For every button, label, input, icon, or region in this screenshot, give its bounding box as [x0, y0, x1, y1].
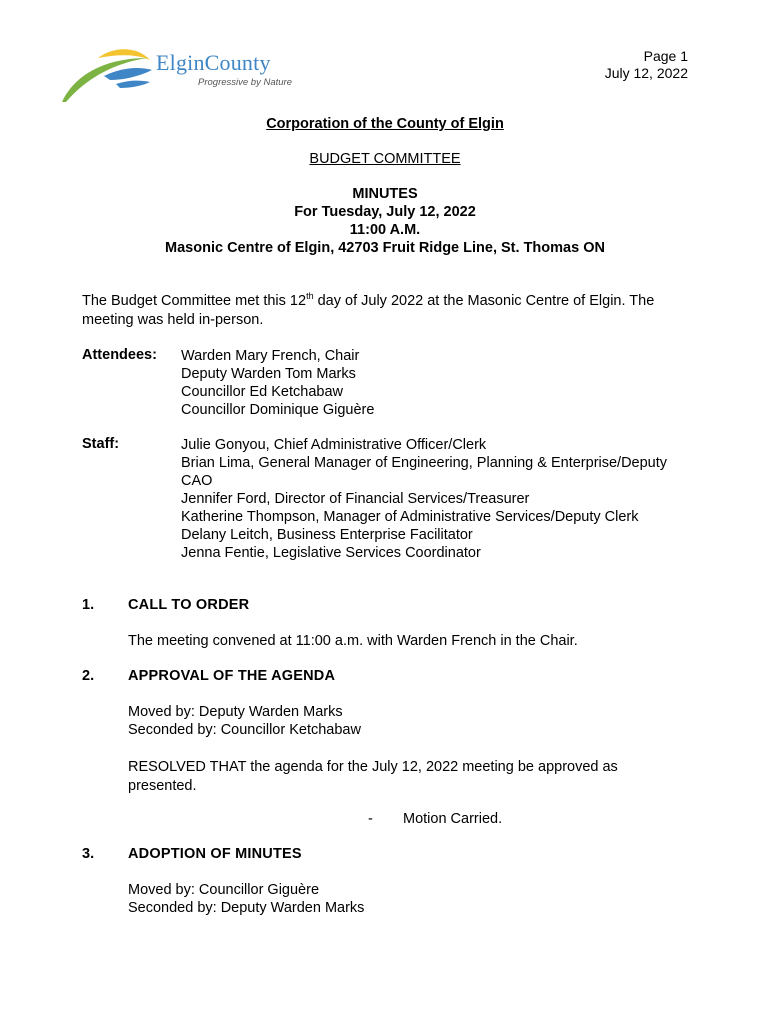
header-date: July 12, 2022 — [604, 65, 688, 81]
staff-item: Brian Lima, General Manager of Engineering, Planning & Enterprise/Deputy — [181, 455, 668, 471]
attendee-item: Warden Mary French, Chair — [181, 348, 360, 364]
intro-after: day of July 2022 at the Masonic Centre of Elgin. The meeting was held in-person. — [82, 293, 655, 328]
minutes-title: MINUTES — [352, 186, 418, 202]
section-number: 2. — [82, 668, 95, 684]
committee-title: BUDGET COMMITTEE — [309, 151, 461, 167]
motion-dash: - — [368, 811, 373, 827]
staff-item: Delany Leitch, Business Enterprise Facilitator — [181, 527, 473, 543]
section-number: 3. — [82, 846, 95, 862]
staff-list — [181, 436, 701, 562]
section-text: The meeting convened at 11:00 a.m. with Warden French in the Chair. — [128, 633, 578, 649]
staff-item: CAO — [181, 473, 213, 489]
motion-carried: Motion Carried. — [403, 811, 503, 827]
intro-paragraph — [82, 292, 692, 329]
corporation-title: Corporation of the County of Elgin — [266, 116, 504, 132]
staff-label: Staff: — [82, 436, 120, 452]
elgin-county-logo — [58, 46, 292, 106]
staff-item: Jennifer Ford, Director of Financial Services/Treasurer — [181, 491, 530, 507]
attendee-item: Deputy Warden Tom Marks — [181, 366, 356, 382]
logo-tagline: Progressive by Nature — [198, 77, 292, 88]
page-header-right — [605, 48, 688, 82]
meeting-date: For Tuesday, July 12, 2022 — [294, 204, 476, 220]
page-number: Page 1 — [643, 48, 688, 64]
section-heading: ADOPTION OF MINUTES — [128, 846, 302, 862]
logo-name: ElginCounty — [156, 50, 271, 75]
attendee-item: Councillor Dominique Giguère — [181, 402, 375, 418]
meeting-location: Masonic Centre of Elgin, 42703 Fruit Ridge Line, St. Thomas ON — [165, 240, 605, 256]
staff-item: Katherine Thompson, Manager of Administrative Services/Deputy Clerk — [181, 509, 639, 525]
seconded-by: Seconded by: Deputy Warden Marks — [128, 900, 365, 916]
section-number: 1. — [82, 597, 95, 613]
intro-sup: th — [306, 291, 314, 302]
staff-item: Julie Gonyou, Chief Administrative Officer/Clerk — [181, 437, 487, 453]
meeting-time: 11:00 A.M. — [349, 222, 421, 238]
intro-before: The Budget Committee met this 12 — [82, 293, 307, 309]
moved-by: Moved by: Deputy Warden Marks — [128, 704, 343, 720]
attendee-item: Councillor Ed Ketchabaw — [181, 384, 344, 400]
seconded-by: Seconded by: Councillor Ketchabaw — [128, 722, 361, 738]
moved-by: Moved by: Councillor Giguère — [128, 882, 320, 898]
attendees-list — [181, 347, 701, 419]
staff-item: Jenna Fentie, Legislative Services Coordinator — [181, 545, 481, 561]
attendees-label: Attendees: — [82, 347, 157, 363]
swoosh-logo-icon — [58, 46, 158, 106]
resolution-text: RESOLVED THAT the agenda for the July 12, 2022 meeting be approved as presented. — [128, 759, 618, 794]
section-heading: APPROVAL OF THE AGENDA — [128, 668, 336, 684]
section-heading: CALL TO ORDER — [128, 597, 250, 613]
